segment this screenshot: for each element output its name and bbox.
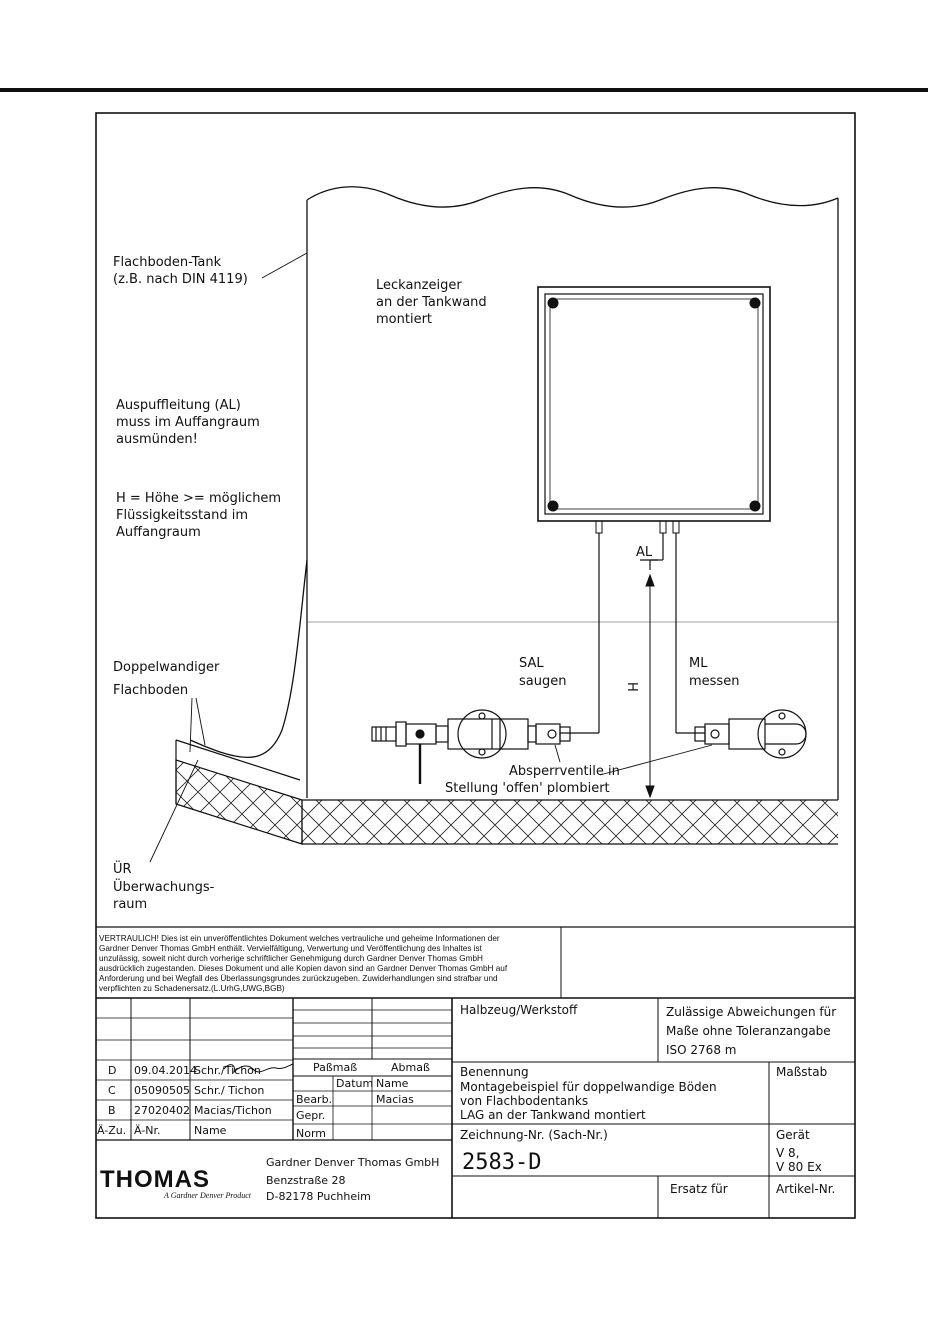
deviation-label: Abmaß (391, 1061, 430, 1074)
company-city: D-82178 Puchheim (266, 1190, 371, 1203)
confidential-notice (99, 934, 508, 993)
monitoring-label-1: ÜR (113, 862, 132, 877)
tank-wall (190, 187, 838, 800)
row-label-gepr: Gepr. (296, 1109, 326, 1122)
rev-b-num: 27020402 (134, 1104, 190, 1117)
ml-label-1: ML (689, 656, 708, 671)
height-label-2: Flüssigkeitsstand im (116, 508, 249, 523)
tolerance-line-2: Maße ohne Toleranzangabe (666, 1024, 831, 1038)
height-label-3: Auffangraum (116, 525, 201, 540)
row-label-norm: Norm (296, 1127, 327, 1140)
height-dimension (646, 575, 654, 797)
confidential-line-4: ausdrücklich zugestanden. Dieses Dokument und alle Kopien davon sind an Gardner Denver Thomas GmbH auf (99, 964, 508, 973)
exhaust-label-2: muss im Auffangraum (116, 415, 260, 430)
fit-label: Paßmaß (313, 1061, 358, 1074)
tank-label-1: Flachboden-Tank (113, 255, 222, 270)
rev-c: C (108, 1084, 116, 1097)
valves-label-1: Absperrventile in (509, 764, 620, 779)
benennung-line-1: Montagebeispiel für doppelwandige Böden (460, 1080, 717, 1094)
rev-header-name: Name (194, 1124, 227, 1137)
material-label: Halbzeug/Werkstoff (460, 1003, 578, 1017)
rev-header-nr: Ä-Nr. (134, 1124, 161, 1137)
confidential-line-3: unzulässig, soweit nicht durch vorherige schriftlicher Genehmigung durch Gardner Denver Thomas GmbH (99, 954, 483, 963)
rev-d-name: Schr./Tichon (194, 1064, 261, 1077)
device-line-1: V 8, (776, 1146, 800, 1160)
tank-label-2: (z.B. nach DIN 4119) (113, 272, 248, 287)
exhaust-label-1: Auspuffleitung (AL) (116, 398, 241, 413)
h-label: H (624, 682, 639, 692)
rev-d: D (108, 1064, 117, 1077)
double-floor-label-2: Flachboden (113, 683, 189, 698)
rev-c-num: 05090505 (134, 1084, 190, 1097)
double-floor-label-1: Doppelwandiger (113, 660, 220, 675)
rev-d-num: 09.04.2014 (134, 1064, 197, 1077)
top-rule (0, 88, 928, 92)
pipes (560, 533, 705, 733)
title-block-text (97, 1003, 836, 1203)
benennung-line-2: von Flachbodentanks (460, 1094, 589, 1108)
leader-lines (150, 253, 712, 862)
scale-label: Maßstab (776, 1065, 828, 1079)
benennung-line-3: LAG an der Tankwand montiert (460, 1108, 646, 1122)
height-label-1: H = Höhe >= möglichem (116, 491, 282, 506)
benennung-label: Benennung (460, 1065, 529, 1079)
sal-label-1: SAL (519, 656, 544, 671)
confidential-line-1: VERTRAULICH! Dies ist ein unveröffentlichtes Dokument welches vertrauliche und geheime Informationen der (99, 934, 500, 943)
tolerance-line-1: Zulässige Abweichungen für (666, 1005, 837, 1019)
date-label: Datum (336, 1077, 374, 1090)
drawing-no-label: Zeichnung-Nr. (Sach-Nr.) (460, 1128, 608, 1142)
device-label: Gerät (776, 1128, 810, 1142)
leak-detector-label-3: montiert (376, 312, 433, 327)
leak-detector-label-2: an der Tankwand (376, 295, 487, 310)
exhaust-label-3: ausmünden! (116, 432, 198, 447)
company-name: Gardner Denver Thomas GmbH (266, 1156, 440, 1169)
leak-detector-label-1: Leckanzeiger (376, 278, 462, 293)
device-line-2: V 80 Ex (776, 1160, 822, 1174)
rev-b-name: Macias/Tichon (194, 1104, 272, 1117)
confidential-line-5: Anforderung und bei Wegfall des Überlassungsgrundes zurückzugeben. Zuwiderhandlungen sind strafbar und (99, 974, 498, 983)
name-label: Name (376, 1077, 409, 1090)
thomas-logo: THOMAS (100, 1166, 210, 1193)
confidential-line-2: Gardner Denver Thomas GmbH enthält. Vervielfältigung, Verwertung und Veröffentlichung des Inhaltes ist (99, 944, 482, 953)
replacement-label: Ersatz für (670, 1182, 728, 1196)
rev-b: B (108, 1104, 116, 1117)
article-label: Artikel-Nr. (776, 1182, 836, 1196)
ml-label-2: messen (689, 674, 740, 689)
al-label: AL (636, 545, 653, 560)
tolerance-line-3: ISO 2768 m (666, 1043, 737, 1057)
monitoring-label-3: raum (113, 897, 148, 912)
confidential-line-6: verpflichten zu Schadenersatz.(L.UrhG,UWG,BGB) (99, 984, 285, 993)
company-street: Benzstraße 28 (266, 1174, 346, 1187)
monitoring-label-2: Überwachungs- (113, 880, 215, 895)
rev-header-zu: Ä-Zu. (97, 1124, 127, 1137)
right-valve-assembly (695, 710, 806, 758)
valves-label-2: Stellung 'offen' plombiert (445, 781, 610, 796)
leak-detector-box (538, 287, 770, 533)
sal-label-2: saugen (519, 674, 567, 689)
row-name-bearb: Macias (376, 1093, 414, 1106)
row-label-bearb: Bearb. (296, 1093, 333, 1106)
drawing-number: 2583-D (462, 1150, 542, 1175)
logo-tagline: A Gardner Denver Product (164, 1191, 252, 1200)
rev-c-name: Schr./ Tichon (194, 1084, 265, 1097)
